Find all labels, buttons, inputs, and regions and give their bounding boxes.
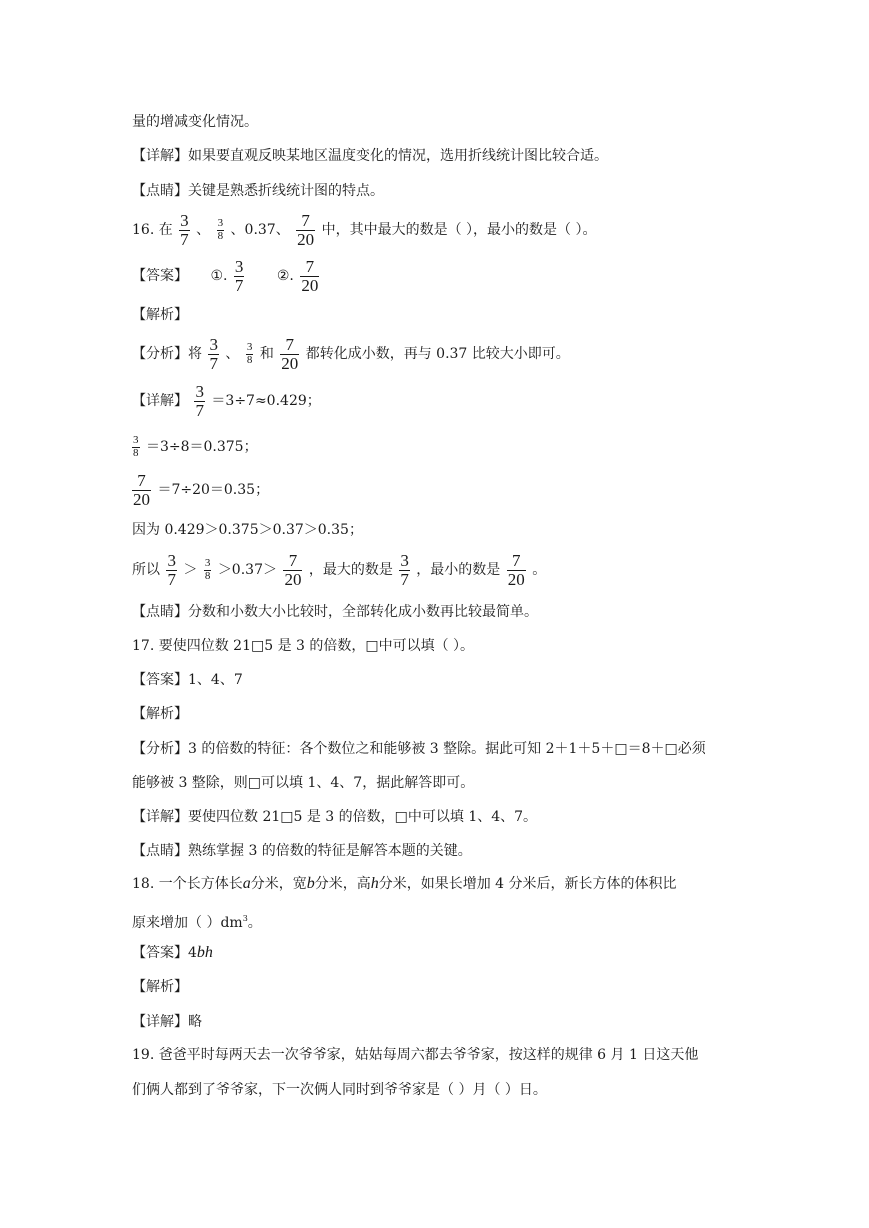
- fraction-3-7: $\frac{3}{7}$: [209, 334, 218, 373]
- analysis-label: 【解析】: [132, 979, 188, 995]
- question-16: [132, 210, 597, 250]
- fraction-3-7: $\frac{3}{7}$: [400, 550, 409, 589]
- fraction-7-20: $\frac{7}{20}$: [284, 550, 302, 589]
- tip-16: 【点睛】分数和小数大小比较时，全部转化成小数再比较最简单。: [132, 604, 538, 620]
- tip-line: 【点睛】关键是熟悉折线统计图的特点。: [132, 183, 384, 199]
- analysis-label: 【解析】: [132, 307, 188, 323]
- variable-h: h: [370, 875, 379, 892]
- text-line: 量的增减变化情况。: [132, 114, 258, 130]
- fraction-7-20: $\frac{7}{20}$: [281, 334, 299, 373]
- detail-16-line-4: 因为 0.429＞0.375＞0.37＞0.35；: [132, 522, 363, 538]
- separator: 和: [259, 346, 274, 362]
- text: 原来增加（ ）dm: [132, 915, 243, 931]
- answer-17: 【答案】1、4、7: [132, 672, 243, 688]
- calc-text: ＝3÷7≈0.429；: [211, 393, 321, 409]
- fraction-7-20: $\frac{7}{20}$: [507, 550, 525, 589]
- answer-18: [132, 943, 213, 963]
- answer-label: 【答案】: [132, 268, 188, 284]
- fraction-3-7: $\frac{3}{7}$: [167, 550, 176, 589]
- question-19-line-1: 19. 爸爸平时每两天去一次爷爷家，姑姑每周六都去爷爷家，按这样的规律 6 月 1 日这天他: [132, 1047, 699, 1063]
- text: 所以: [132, 562, 160, 578]
- detail-16-line-5: [132, 550, 546, 590]
- variable-b: b: [306, 875, 315, 892]
- analysis-label: 【解析】: [132, 706, 188, 722]
- detail-17: 【详解】要使四位数 21□5 是 3 的倍数，□中可以填 1、4、7。: [132, 809, 538, 825]
- fraction-7-20: $\frac{7}{20}$: [133, 470, 150, 509]
- analysis-17-line-1: 【分析】3 的倍数的特征：各个数位之和能够被 3 整除。据此可知 2＋1＋5＋□＝8＋□必须: [132, 741, 706, 757]
- fraction-3-8: $\frac{3}{8}$: [217, 216, 224, 242]
- question-17: 17. 要使四位数 21□5 是 3 的倍数，□中可以填（ ）。: [132, 638, 475, 654]
- analysis-16: [132, 334, 570, 374]
- text: 。: [247, 915, 262, 931]
- answer-marker-1: ①.: [210, 268, 228, 284]
- fraction-3-8: $\frac{3}{8}$: [133, 433, 139, 459]
- text: 。: [532, 562, 547, 578]
- detail-16-line-1: [132, 381, 321, 421]
- q16-prefix: 16. 在: [132, 222, 173, 238]
- answer-variable: bh: [196, 944, 213, 961]
- variable-a: a: [242, 875, 251, 892]
- separator: 、: [225, 346, 240, 362]
- fraction-3-7: $\frac{3}{7}$: [234, 256, 244, 295]
- question-19-line-2: 们俩人都到了爷爷家，下一次俩人同时到爷爷家是（ ）月（ ）日。: [132, 1082, 547, 1098]
- separator: 、0.37、: [230, 222, 290, 238]
- detail-label: 【详解】: [132, 393, 188, 409]
- fraction-7-20: $\frac{7}{20}$: [301, 256, 319, 295]
- text: ，最小的数是: [416, 562, 501, 578]
- q16-suffix: 中，其中最大的数是（ ），最小的数是（ ）。: [321, 222, 597, 238]
- text: ＞0.37＞: [217, 562, 277, 578]
- text: 18. 一个长方体长: [132, 876, 243, 892]
- fraction-3-8: $\frac{3}{8}$: [246, 340, 253, 366]
- text: ，最大的数是: [308, 562, 393, 578]
- text: 分米，如果长增加 4 分米后，新长方体的体积比: [378, 876, 677, 892]
- fraction-3-7: $\frac{3}{7}$: [180, 210, 189, 249]
- fraction-7-20: $\frac{7}{20}$: [297, 210, 315, 249]
- fraction-3-8: $\frac{3}{8}$: [204, 556, 211, 582]
- detail-16-line-2: [132, 427, 258, 467]
- answer-16: [132, 256, 321, 296]
- separator: 、: [196, 222, 211, 238]
- answer-marker-2: ②.: [276, 268, 294, 284]
- question-18-line-2: [132, 909, 262, 933]
- analysis-17-line-2: 能够被 3 整除，则□可以填 1、4、7，据此解答即可。: [132, 775, 475, 791]
- calc-text: ＝3÷8＝0.375；: [145, 439, 258, 455]
- analysis-prefix: 【分析】将: [132, 346, 202, 362]
- calc-text: ＝7÷20＝0.35；: [157, 482, 270, 498]
- detail-16-line-3: [132, 470, 269, 510]
- text: 分米，高: [314, 876, 371, 892]
- text: ＞: [183, 562, 198, 578]
- tip-17: 【点睛】熟练掌握 3 的倍数的特征是解答本题的关键。: [132, 843, 472, 859]
- fraction-3-7: $\frac{3}{7}$: [195, 381, 204, 420]
- answer-label: 【答案】4: [132, 945, 197, 961]
- detail-line: 【详解】如果要直观反映某地区温度变化的情况，选用折线统计图比较合适。: [132, 148, 608, 164]
- detail-18: 【详解】略: [132, 1014, 202, 1030]
- question-18-line-1: [132, 874, 677, 894]
- analysis-suffix: 都转化成小数，再与 0.37 比较大小即可。: [305, 346, 570, 362]
- text: 分米，宽: [250, 876, 307, 892]
- unit-exponent: 3: [242, 914, 248, 923]
